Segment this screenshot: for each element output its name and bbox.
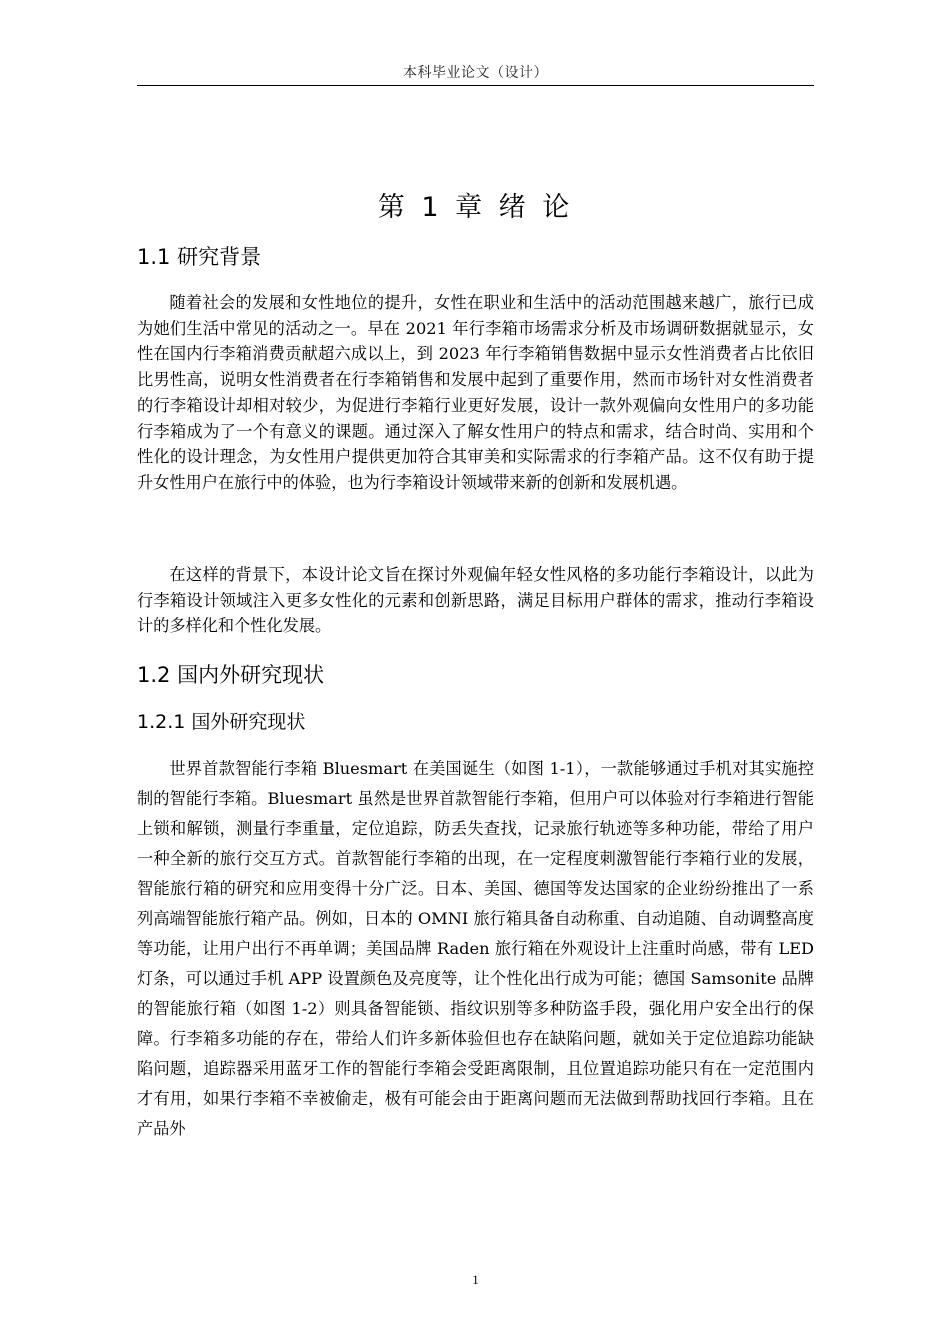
paragraph-foreign-research: 世界首款智能行李箱 Bluesmart 在美国诞生（如图 1-1），一款能够通过手机对其实施控制的智能行李箱。Bluesmart 虽然是世界首款智能行李箱，但用户可以体验对行李箱进行智能上锁和解锁，测量行李重量，定位追踪，防丢失查找，记录旅行轨迹等多种功能，带给了用户一种全新的旅行交互方式。首款智能行李箱的出现，在一定程度刺激智能行李箱行业的发展，智能旅行箱的研究和应用变得十分广泛。日本、美国、德国等发达国家的企业纷纷推出了一系列高端智能旅行箱产品。例如，日本的 OMNI 旅行箱具备自动称重、自动追随、自动调整高度等功能，让用户出行不再单调；美国品牌 Raden 旅行箱在外观设计上注重时尚感，带有 LED 灯条，可以通过手机 APP 设置颜色及亮度等，让个性化出行成为可能；德国 Samsonite 品牌的智能旅行箱（如图 1-2）则具备智能锁、指纹识别等多种防盗手段，强化用户安全出行的保障。行李箱多功能的存在，带给人们许多新体验但也存在缺陷问题，就如关于定位追踪功能缺陷问题，追踪器采用蓝牙工作的智能行李箱会受距离限制，且位置追踪功能只有在一定范围内才有用，如果行李箱不幸被偷走，极有可能会由于距离问题而无法做到帮助找回行李箱。且在产品外 <box>137 759 814 1138</box>
section-heading-1-2-1: 1.2.1 国外研究现状 <box>137 711 306 733</box>
section-heading-1-1: 1.1 研究背景 <box>137 245 262 269</box>
chapter-title: 第 1 章 绪 论 <box>377 192 574 223</box>
page-number: 1 <box>472 1272 479 1287</box>
paragraph-background-1: 随着社会的发展和女性地位的提升，女性在职业和生活中的活动范围越来越广，旅行已成为她们生活中常见的活动之一。早在 2021 年行李箱市场需求分析及市场调研数据就显示，女性在国内行李箱消费贡献超六成以上，到 2023 年行李箱销售数据中显示女性消费者占比依旧比男性高，说明女性消费者在行李箱销售和发展中起到了重要作用，然而市场针对女性消费者的行李箱设计却相对较少，为促进行李箱行业更好发展，设计一款外观偏向女性用户的多功能行李箱成为了一个有意义的课题。通过深入了解女性用户的特点和需求，结合时尚、实用和个性化的设计理念，为女性用户提供更加符合其审美和实际需求的行李箱产品。这不仅有助于提升女性用户在旅行中的体验，也为行李箱设计领域带来新的创新和发展机遇。 <box>137 293 814 492</box>
section-heading-1-2: 1.2 国内外研究现状 <box>137 663 325 687</box>
running-header: 本科毕业论文（设计） <box>403 65 548 81</box>
header-divider <box>137 85 814 86</box>
paragraph-background-2: 在这样的背景下，本设计论文旨在探讨外观偏年轻女性风格的多功能行李箱设计，以此为行李箱设计领域注入更多女性化的元素和创新思路，满足目标用户群体的需求，推动行李箱设计的多样化和个性化发展。 <box>137 565 814 636</box>
